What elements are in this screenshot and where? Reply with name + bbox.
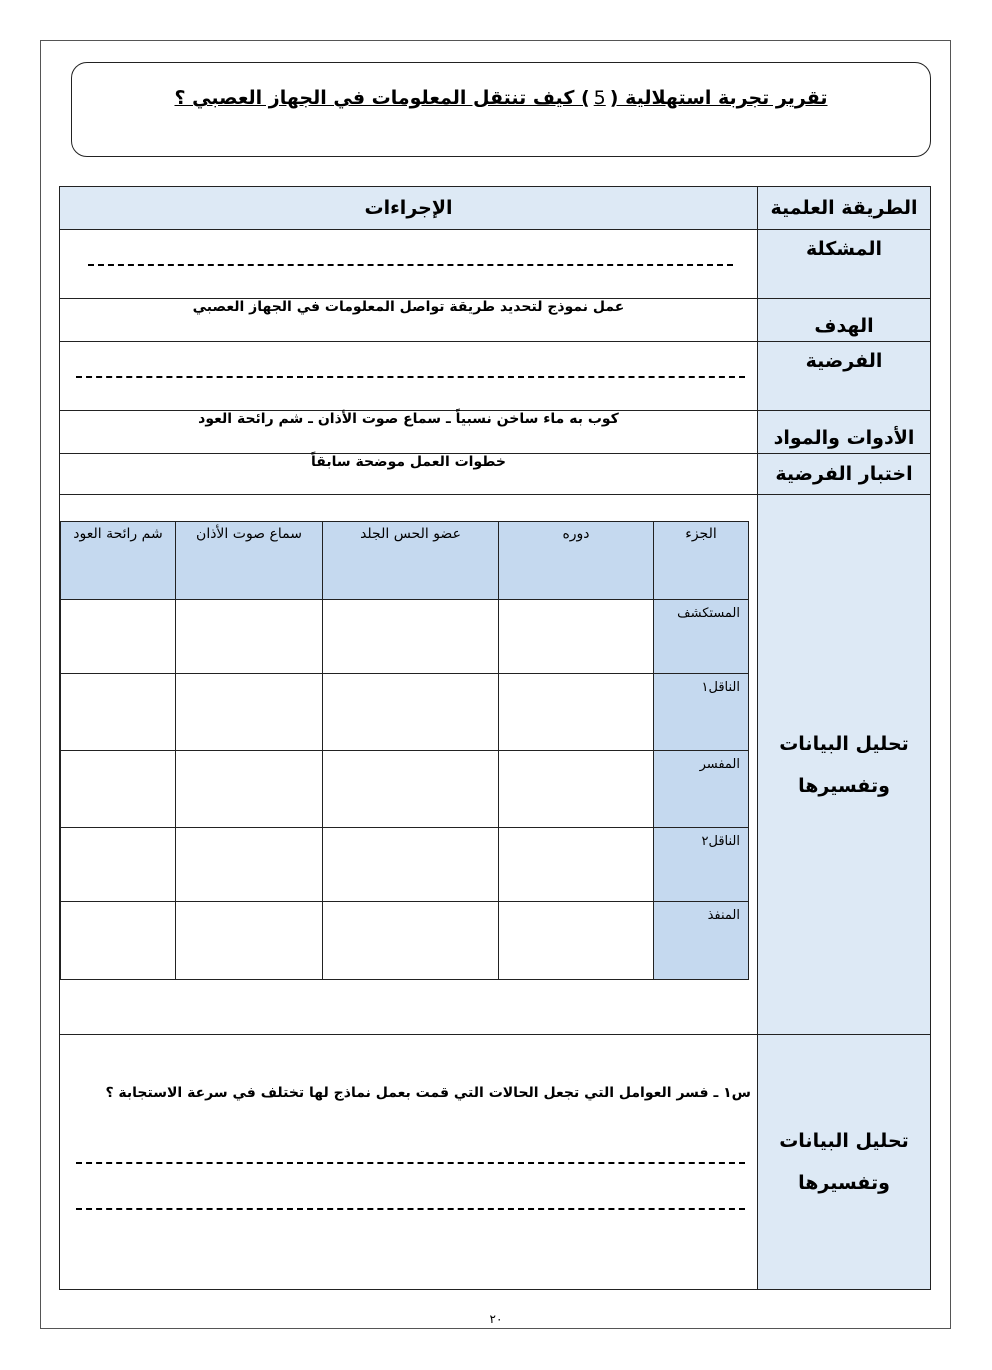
table-row bbox=[61, 600, 749, 674]
experiment-number: 5 bbox=[593, 87, 606, 109]
part-cell: الناقل١ bbox=[654, 674, 749, 751]
title-box bbox=[71, 62, 931, 157]
table-cell[interactable] bbox=[176, 600, 323, 674]
table-cell[interactable] bbox=[499, 751, 654, 828]
table-cell[interactable] bbox=[176, 751, 323, 828]
analysis2-content bbox=[60, 1035, 758, 1290]
table-cell[interactable] bbox=[499, 674, 654, 751]
problem-answer-area[interactable] bbox=[60, 230, 758, 299]
part-cell: المفسر bbox=[654, 751, 749, 828]
analysis2-row bbox=[60, 1035, 931, 1290]
test-row bbox=[60, 454, 931, 495]
tools-label: الأدوات والمواد bbox=[758, 411, 931, 454]
answer-line[interactable] bbox=[76, 1208, 745, 1210]
title-suffix: ) كيف تنتقل المعلومات في الجهاز العصبي ؟ bbox=[174, 87, 590, 109]
header-row bbox=[60, 187, 931, 230]
problem-row bbox=[60, 230, 931, 299]
data-table-header-row bbox=[61, 522, 749, 600]
table-cell[interactable] bbox=[61, 674, 176, 751]
table-cell[interactable] bbox=[176, 674, 323, 751]
analysis-row bbox=[60, 495, 931, 1035]
column-header: الجزء bbox=[654, 522, 749, 600]
problem-label: المشكلة bbox=[758, 230, 931, 299]
table-cell[interactable] bbox=[499, 600, 654, 674]
table-cell[interactable] bbox=[323, 902, 499, 980]
test-text: خطوات العمل موضحة سابقاً bbox=[60, 454, 758, 495]
analysis2-label bbox=[758, 1035, 931, 1290]
analysis-label-line2: وتفسيرها bbox=[798, 774, 890, 797]
answer-line[interactable] bbox=[76, 1162, 745, 1164]
title-prefix: تقرير تجربة استهلالية ( bbox=[609, 87, 828, 109]
answer-line bbox=[76, 376, 745, 378]
hypothesis-row bbox=[60, 342, 931, 411]
analysis2-label-line1: تحليل البيانات bbox=[779, 1130, 909, 1152]
column-header: دوره bbox=[499, 522, 654, 600]
tools-row bbox=[60, 411, 931, 454]
hypothesis-label: الفرضية bbox=[758, 342, 931, 411]
table-cell[interactable] bbox=[61, 600, 176, 674]
part-cell: الناقل٢ bbox=[654, 828, 749, 902]
table-cell[interactable] bbox=[61, 902, 176, 980]
analysis-label-line1: تحليل البيانات bbox=[779, 732, 909, 755]
test-label: اختبار الفرضية bbox=[758, 454, 931, 495]
data-table bbox=[60, 521, 749, 980]
part-cell: المستكشف bbox=[654, 600, 749, 674]
page-number: ٢٠ bbox=[489, 1312, 503, 1326]
goal-row bbox=[60, 299, 931, 342]
table-row bbox=[61, 828, 749, 902]
table-cell[interactable] bbox=[61, 828, 176, 902]
table-cell[interactable] bbox=[176, 828, 323, 902]
method-header: الطريقة العلمية bbox=[758, 187, 931, 230]
hypothesis-answer-area[interactable] bbox=[60, 342, 758, 411]
analysis-label bbox=[758, 495, 931, 1035]
table-cell[interactable] bbox=[61, 751, 176, 828]
table-row bbox=[61, 751, 749, 828]
table-cell[interactable] bbox=[323, 751, 499, 828]
answer-line bbox=[88, 264, 733, 266]
table-cell[interactable] bbox=[176, 902, 323, 980]
page-title bbox=[72, 87, 930, 109]
question-text: س١ ـ فسر العوامل التي تجعل الحالات التي قمت بعمل نماذج لها تختلف في سرعة الاستجابة ؟ bbox=[105, 1085, 751, 1101]
table-row bbox=[61, 902, 749, 980]
tools-text: كوب به ماء ساخن نسبياً ـ سماع صوت الأذان ـ شم رائحة العود bbox=[60, 411, 758, 454]
column-header: سماع صوت الأذان bbox=[176, 522, 323, 600]
analysis2-label-line2: وتفسيرها bbox=[798, 1172, 890, 1194]
goal-text: عمل نموذج لتحديد طريقة تواصل المعلومات في الجهاز العصبي bbox=[60, 299, 758, 342]
column-header: عضو الحس الجلد bbox=[323, 522, 499, 600]
report-table bbox=[59, 186, 931, 1290]
table-row bbox=[61, 674, 749, 751]
table-cell[interactable] bbox=[323, 828, 499, 902]
table-cell[interactable] bbox=[499, 902, 654, 980]
goal-label: الهدف bbox=[758, 299, 931, 342]
table-cell[interactable] bbox=[323, 600, 499, 674]
column-header: شم رائحة العود bbox=[61, 522, 176, 600]
procedures-header: الإجراءات bbox=[60, 187, 758, 230]
part-cell: المنفذ bbox=[654, 902, 749, 980]
analysis-content bbox=[60, 495, 758, 1035]
table-cell[interactable] bbox=[323, 674, 499, 751]
table-cell[interactable] bbox=[499, 828, 654, 902]
